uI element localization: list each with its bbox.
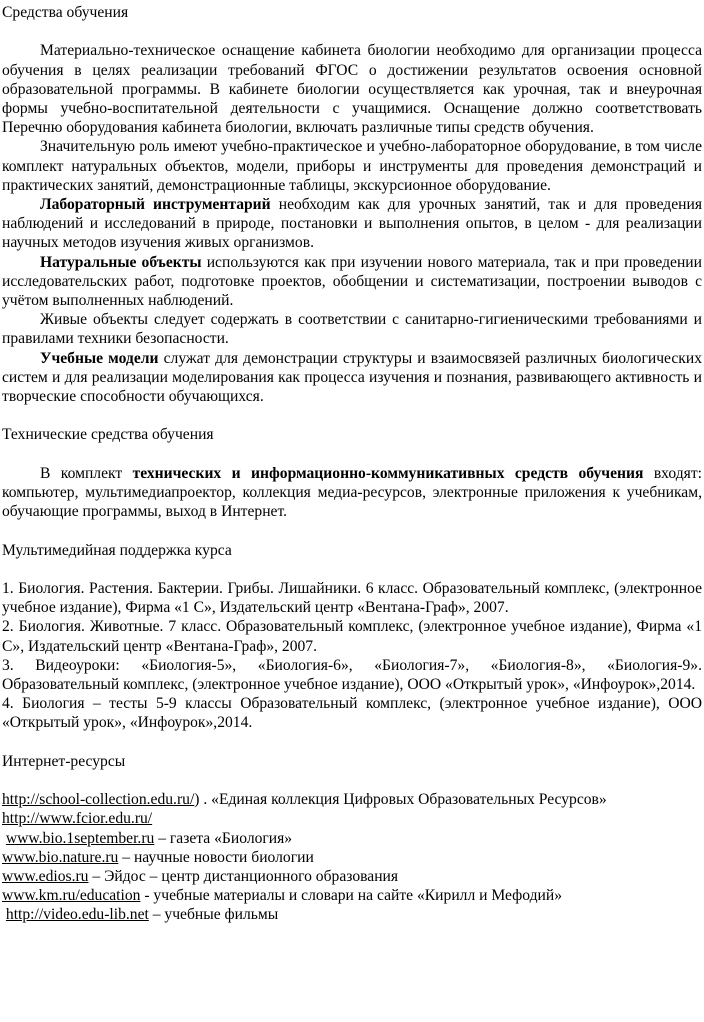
resource-item: www.km.ru/education - учебные материалы и словари на сайте «Кирилл и Мефодий»: [2, 887, 563, 905]
section-title-teaching-aids: Средства обучения: [2, 4, 129, 21]
internet-resources-list: [2, 790, 702, 924]
multimedia-item: 3. Видеоуроки: «Биология-5», «Биология-6», «Биология-7», «Биология-8», «Биология-9». Образовательный комплекс, (электронное учебное издание), ООО «Открытый урок», «Инфоурок»,2014.: [2, 656, 702, 694]
resource-item: http://school-collection.edu.ru/) . «Единая коллекция Цифровых Образовательных Ресурсов»: [2, 791, 607, 809]
paragraph-technical-kit-start: В комплект: [40, 464, 133, 482]
section-title-multimedia: Мультимедийная поддержка курса: [2, 541, 232, 559]
resource-link[interactable]: www.bio.nature.ru: [2, 848, 119, 866]
paragraph-equipment: Материально-техническое оснащение кабинета биологии необходимо для организации процесса обучения в целях реализации требований ФГОС о достижении результатов освоения основной образовательной программы. В кабинете биологии осуществляется как урочная, так и внеурочная формы учебно-воспитательной деятельности с учащимися. Оснащение должно соответствовать Перечню оборудования кабинета биологии, включать различные типы средств обучения.: [2, 42, 702, 137]
resource-link[interactable]: www.km.ru/education: [2, 887, 141, 905]
resource-link[interactable]: http://www.fcior.edu.ru/: [2, 810, 153, 828]
term-models: Учебные модели: [40, 349, 159, 367]
term-natural-objects: Натуральные объекты: [40, 253, 202, 271]
paragraph-technical-kit: [2, 464, 702, 522]
paragraph-lab-tools-text: необходим как для урочных занятий, так и для проведения наблюдений и исследований в природе, постановки и выполнения опытов, в целом - для реализации научных методов изучения живых организмов.: [2, 196, 702, 252]
paragraph-lab-equipment: Значительную роль имеют учебно-практическое и учебно-лабораторное оборудование, в том числе комплект натуральных объектов, модели, приборы и инструменты для проведения демонстраций и практических занятий, демонстрационные таблицы, экскурсионное оборудование.: [2, 138, 702, 194]
resource-item: www.edios.ru – Эйдос – центр дистанционного образования: [2, 868, 399, 886]
spacer: [2, 521, 702, 540]
multimedia-item: 4. Биология – тесты 5-9 классы Образовательный комплекс, (электронное учебное издание), ООО «Открытый урок», «Инфоурок»,2014.: [2, 695, 702, 732]
spacer: [2, 560, 702, 579]
spacer: [2, 445, 702, 464]
paragraph-living-objects: Живые объекты следует содержать в соответствии с санитарно-гигиеническими требованиями и правилами техники безопасности.: [2, 311, 702, 348]
paragraph-technical-kit-text: входят: компьютер, мультимедиапроектор, коллекция медиа-ресурсов, электронные приложения к учебникам, обучающие программы, выход в Интернет.: [2, 464, 702, 521]
paragraph-natural-objects-text: используются как при изучении нового материала, так и при проведении исследовательских работ, подготовке проектов, обобщении и систематизации, построении выводов с учётом выполненных наблюдений.: [2, 253, 702, 310]
resource-item: [2, 809, 702, 828]
section-title-technical-aids: Технические средства обучения: [2, 426, 214, 444]
resource-link[interactable]: www.edios.ru: [2, 868, 89, 886]
term-technical-means: технических и информационно-коммуникативных средств обучения: [132, 464, 644, 482]
paragraph-models: [2, 349, 702, 407]
resource-link[interactable]: www.bio.1september.ru: [5, 829, 155, 847]
resource-link[interactable]: http://school-collection.edu.ru/: [2, 791, 195, 809]
multimedia-item: 1. Биология. Растения. Бактерии. Грибы. Лишайники. 6 класс. Образовательный комплекс, (электронное учебное издание), Фирма «1 С», Издательский центр «Вентана-Граф», 2007.: [2, 580, 702, 617]
paragraph-natural-objects: [2, 253, 702, 311]
paragraph-lab-tools: [2, 195, 702, 253]
section-title-internet-resources: Интернет-ресурсы: [2, 752, 126, 770]
spacer: [2, 733, 702, 752]
paragraph-models-text: служат для демонстрации структуры и взаимосвязей различных биологических систем и для реализации моделирования как процесса изучения и познания, развивающего активность и творческие способности обучающихся.: [2, 349, 703, 406]
resource-item: www.bio.nature.ru – научные новости биологии: [2, 848, 314, 866]
spacer: [2, 771, 702, 790]
resource-item: www.bio.1september.ru – газета «Биология»: [5, 829, 293, 847]
multimedia-item: 2. Биология. Животные. 7 класс. Образовательный комплекс, (электронное учебное издание), Фирма «1 С», Издательский центр «Вентана-Граф», 2007.: [2, 618, 702, 655]
resource-item: http://video.edu-lib.net – учебные фильмы: [5, 906, 279, 924]
spacer: [2, 406, 702, 425]
spacer: [2, 22, 702, 41]
resource-link[interactable]: http://video.edu-lib.net: [5, 906, 149, 924]
term-lab-tools: Лабораторный инструментарий: [40, 196, 271, 214]
